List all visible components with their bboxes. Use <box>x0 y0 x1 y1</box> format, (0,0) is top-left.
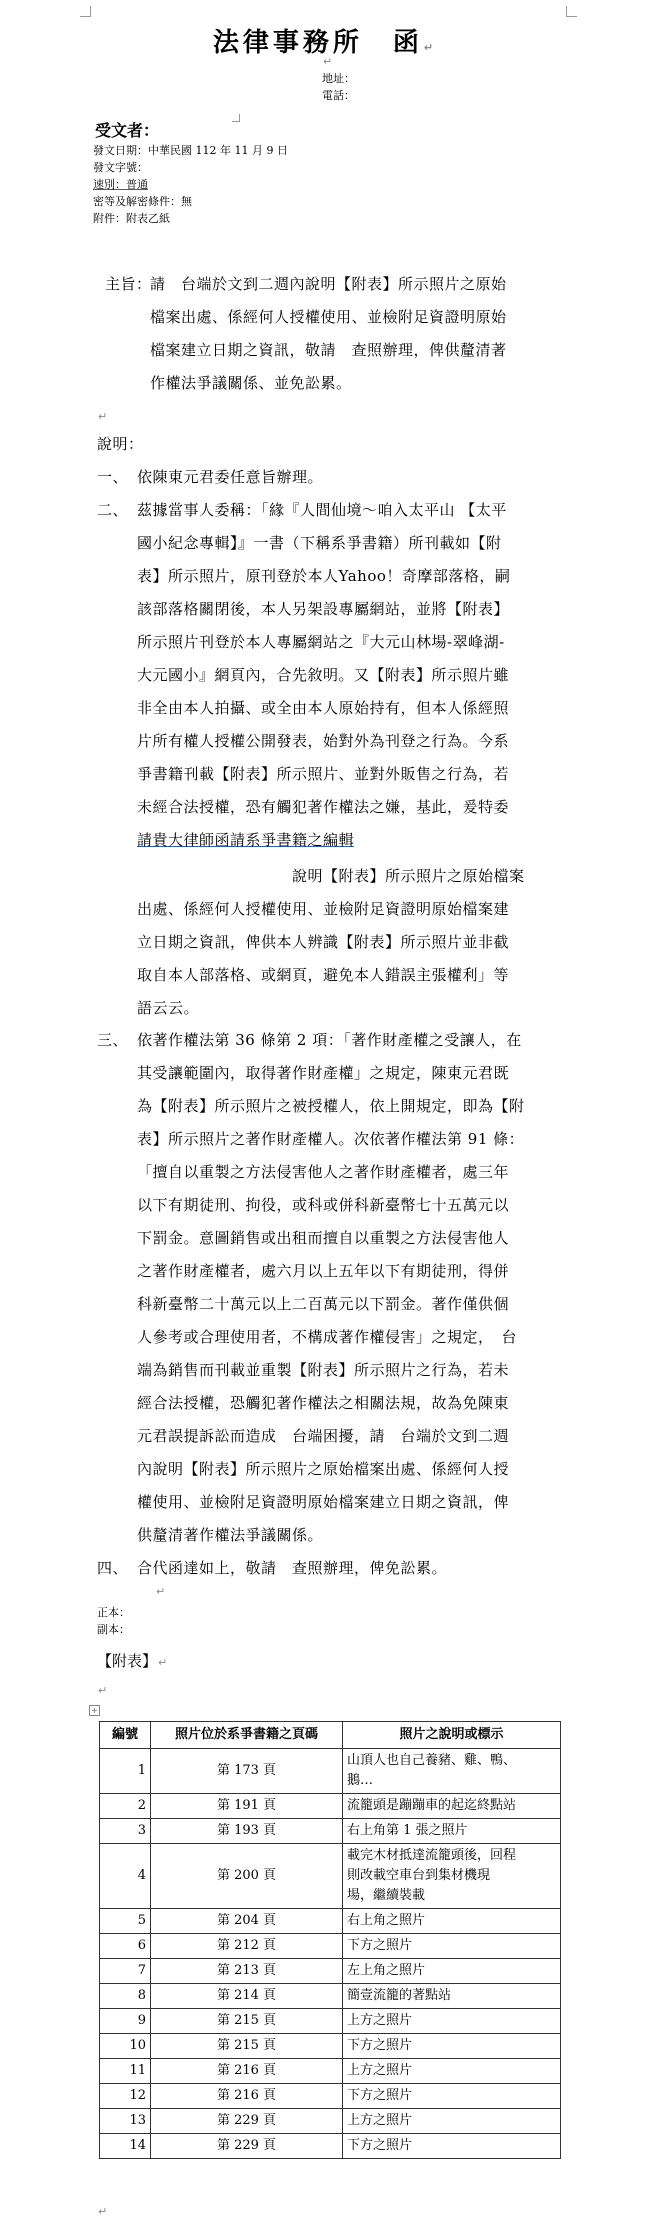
description-line: 右上角之照片 <box>347 1913 426 1928</box>
cell-description <box>343 1819 561 1844</box>
cell-description <box>343 2084 561 2109</box>
item-line: 非全由本人拍攝、或全由本人原始持有，但本人係經照 <box>137 699 510 717</box>
margin-mark-top-left <box>80 6 91 17</box>
item-line: 所示照片刊登於本人專屬網站之『大元山林場-翠峰湖- <box>137 633 505 651</box>
item-line: 元君誤提訴訟而造成 台端困擾，請 台端於文到二週 <box>137 1427 510 1445</box>
table-row <box>100 1909 561 1934</box>
copy-recipient-label: 副本： <box>97 1623 130 1636</box>
cell-number: 11 <box>100 2059 151 2084</box>
item-line: 經合法授權，恐觸犯著作權法之相關法規，故為免陳東 <box>137 1394 510 1412</box>
item-line: 端為銷售而刊載並重製【附表】所示照片之行為，若未 <box>137 1361 510 1379</box>
item-line: 爭書籍刊載【附表】所示照片、並對外販售之行為，若 <box>137 765 510 783</box>
cell-description <box>343 1909 561 1934</box>
item-line: 茲據當事人委稱：「緣『人間仙境～咱入太平山 【太平 <box>137 501 507 519</box>
header-number: 編號 <box>100 1722 151 1749</box>
paragraph-mark-icon: ↵ <box>158 1656 168 1669</box>
subject-line: 檔案建立日期之資訊，敬請 查照辦理，俾供釐清著 <box>150 341 507 359</box>
attachment-note: 附件：附表乙紙 <box>93 212 170 225</box>
cell-number: 2 <box>100 1794 151 1819</box>
document-number: 發文字號： <box>93 161 148 174</box>
cell-page: 第 214 頁 <box>151 1984 343 2009</box>
cell-number: 14 <box>100 2134 151 2159</box>
item-line: 片所有權人授權公開發表，始對外為刊登之行為。今系 <box>137 732 510 750</box>
cell-description <box>343 1959 561 1984</box>
cell-number: 9 <box>100 2009 151 2034</box>
description-line: 場，繼續裝載 <box>347 1888 426 1903</box>
cell-description <box>343 2134 561 2159</box>
table-row <box>100 1749 561 1794</box>
description-line: 則改載空車台到集材機現 <box>347 1868 491 1883</box>
item-line: 出處、係經何人授權使用、並檢附足資證明原始檔案建 <box>137 900 510 918</box>
description-line: 下方之照片 <box>347 2138 413 2153</box>
item-line: 依著作權法第 36 條第 2 項：「著作財產權之受讓人，在 <box>137 1031 522 1049</box>
table-row <box>100 1794 561 1819</box>
item-line: 請貴大律師函請系爭書籍之編輯 <box>137 831 355 849</box>
explain-item-2 <box>97 494 577 894</box>
item-text: 合代函達如上，敬請 查照辦理，俾免訟累。 <box>137 1559 448 1577</box>
table-row <box>100 2059 561 2084</box>
subject-line: 作權法爭議關係、並免訟累。 <box>150 374 352 392</box>
header-page: 照片位於系爭書籍之頁碼 <box>151 1722 343 1749</box>
description-line: 簡壹流籠的著點站 <box>347 1988 452 2003</box>
cell-description <box>343 2059 561 2084</box>
description-line: 上方之照片 <box>347 2013 413 2028</box>
item-line: 之著作財產權者，處六月以上五年以下有期徒刑，得併 <box>137 1262 510 1280</box>
address-label: 地址： <box>322 72 355 85</box>
secret-level: 密等及解密條件：無 <box>93 195 192 208</box>
item-line: 內說明【附表】所示照片之原始檔案出處、係經何人授 <box>137 1460 510 1478</box>
cell-page: 第 212 頁 <box>151 1934 343 1959</box>
description-line: 上方之照片 <box>347 2063 413 2078</box>
column-mark <box>232 114 240 122</box>
item-line: 為【附表】所示照片之被授權人，依上開規定，即為【附 <box>137 1097 525 1115</box>
attachment-table <box>99 1721 561 2159</box>
item-number: 二、 <box>97 501 129 519</box>
table-row <box>100 1844 561 1909</box>
header-description: 照片之說明或標示 <box>343 1722 561 1749</box>
table-row <box>100 2034 561 2059</box>
subject-line: 請 台端於文到二週內說明【附表】所示照片之原始 <box>150 275 507 293</box>
description-line: 鵝… <box>347 1773 374 1788</box>
item-line: 表】所示照片，原刊登於本人Yahoo！奇摩部落格，嗣 <box>137 567 511 585</box>
item-text: 依陳東元君委任意旨辦理。 <box>137 468 324 486</box>
recipient-label: 受文者： <box>95 121 160 140</box>
item-line: 表】所示照片之著作財產權人。次依著作權法第 91 條： <box>137 1130 525 1148</box>
description-line: 下方之照片 <box>347 2038 413 2053</box>
paragraph-mark-icon: ↵ <box>98 2205 108 2218</box>
main-recipient-label: 正本： <box>97 1606 130 1619</box>
item-number: 三、 <box>97 1031 129 1049</box>
cell-description <box>343 2034 561 2059</box>
cell-description <box>343 2109 561 2134</box>
address-block <box>322 70 355 104</box>
cell-number: 7 <box>100 1959 151 1984</box>
speed-class: 速別：普通 <box>93 178 148 191</box>
table-row <box>100 1959 561 1984</box>
cell-number: 13 <box>100 2109 151 2134</box>
cell-number: 6 <box>100 1934 151 1959</box>
item-text <box>137 494 577 857</box>
item-line: 大元國小』網頁內，合先敘明。又【附表】所示照片雖 <box>137 666 510 684</box>
table-row <box>100 2134 561 2159</box>
table-row <box>100 2009 561 2034</box>
description-line: 左上角之照片 <box>347 1963 426 1978</box>
cell-number: 5 <box>100 1909 151 1934</box>
cell-number: 3 <box>100 1819 151 1844</box>
cell-page: 第 213 頁 <box>151 1959 343 1984</box>
letter-title: 法律事務所 函↵ <box>212 28 438 58</box>
cell-number: 10 <box>100 2034 151 2059</box>
explain-label: 說明： <box>97 435 144 453</box>
paragraph-mark-icon: ↵ <box>323 55 333 68</box>
cell-description <box>343 1749 561 1794</box>
table-header-row <box>100 1722 561 1749</box>
subject-line: 檔案出處、係經何人授權使用、並檢附足資證明原始 <box>150 308 507 326</box>
cell-description <box>343 1794 561 1819</box>
cell-number: 8 <box>100 1984 151 2009</box>
cell-number: 1 <box>100 1749 151 1794</box>
item-line: 「擅自以重製之方法侵害他人之著作財產權者，處三年 <box>137 1163 510 1181</box>
attachment-title: 【附表】↵ <box>97 1652 168 1670</box>
item-line: 下罰金。意圖銷售或出租而擅自以重製之方法侵害他人 <box>137 1229 510 1247</box>
phone-label: 電話： <box>322 89 355 102</box>
table-move-handle-icon[interactable]: + <box>89 1705 100 1716</box>
cell-page: 第 229 頁 <box>151 2109 343 2134</box>
cell-page: 第 216 頁 <box>151 2059 343 2084</box>
cc-block <box>97 1604 130 1638</box>
description-line: 載完木材抵達流籠頭後，回程 <box>347 1848 517 1863</box>
description-line: 右上角第 1 張之照片 <box>347 1823 468 1838</box>
cell-number: 12 <box>100 2084 151 2109</box>
description-line: 下方之照片 <box>347 1938 413 1953</box>
item-line: 國小紀念專輯】』一書（下稱系爭書籍）所刊載如【附 <box>137 534 502 552</box>
item-number: 四、 <box>97 1559 129 1577</box>
explain-item-2-continued <box>137 860 577 1025</box>
paragraph-mark-icon: ↵ <box>423 41 438 54</box>
cell-number: 4 <box>100 1844 151 1909</box>
explain-item-3 <box>97 1024 577 1554</box>
cell-page: 第 191 頁 <box>151 1794 343 1819</box>
cell-description <box>343 2009 561 2034</box>
item-line: 該部落格關閉後，本人另架設專屬網站，並將【附表】 <box>137 600 510 618</box>
item-line: 說明【附表】所示照片之原始檔案 <box>292 867 525 885</box>
item-line: 人參考或合理使用者，不構成著作權侵害」之規定， 台 <box>137 1328 518 1346</box>
cell-description <box>343 1984 561 2009</box>
paragraph-mark-icon: ↵ <box>156 1585 166 1598</box>
item-line: 立日期之資訊，俾供本人辨識【附表】所示照片並非截 <box>137 933 510 951</box>
item-line: 以下有期徒刑、拘役，或科或併科新臺幣七十五萬元以 <box>137 1196 510 1214</box>
cell-page: 第 173 頁 <box>151 1749 343 1794</box>
paragraph-mark-icon: ↵ <box>98 1684 108 1697</box>
margin-mark-top-right <box>566 6 577 17</box>
table-row <box>100 1934 561 1959</box>
cell-page: 第 215 頁 <box>151 2034 343 2059</box>
cell-description <box>343 1844 561 1909</box>
item-text <box>137 1024 577 1552</box>
table-row <box>100 2084 561 2109</box>
table-row <box>100 1984 561 2009</box>
document-meta <box>93 142 288 227</box>
item-line: 取自本人部落格、或網頁，避免本人錯誤主張權利」等 <box>137 966 510 984</box>
table-row <box>100 2109 561 2134</box>
cell-page: 第 229 頁 <box>151 2134 343 2159</box>
cell-description <box>343 1934 561 1959</box>
item-line: 權使用、並檢附足資證明原始檔案建立日期之資訊，俾 <box>137 1493 510 1511</box>
item-line: 語云云。 <box>137 999 200 1017</box>
cell-page: 第 215 頁 <box>151 2009 343 2034</box>
cell-page: 第 216 頁 <box>151 2084 343 2109</box>
item-line: 供釐清著作權法爭議關係。 <box>137 1526 324 1544</box>
item-line: 其受讓範圍內，取得著作財產權」之規定，陳東元君既 <box>137 1064 510 1082</box>
cell-page: 第 193 頁 <box>151 1819 343 1844</box>
item-number: 一、 <box>97 468 129 486</box>
cell-page: 第 204 頁 <box>151 1909 343 1934</box>
item-line: 未經合法授權，恐有觸犯著作權法之嫌，基此，爰特委 <box>137 798 510 816</box>
description-line: 流籠頭是蹦蹦車的起迄終點站 <box>347 1798 517 1813</box>
description-line: 山頂人也自己養豬、雞、鴨、 <box>347 1753 517 1768</box>
paragraph-mark-icon: ↵ <box>98 410 108 423</box>
description-line: 上方之照片 <box>347 2113 413 2128</box>
cell-page: 第 200 頁 <box>151 1844 343 1909</box>
description-line: 下方之照片 <box>347 2088 413 2103</box>
subject-body <box>150 268 575 400</box>
item-line: 科新臺幣二十萬元以上二百萬元以下罰金。著作僅供個 <box>137 1295 510 1313</box>
table-row <box>100 1819 561 1844</box>
send-date: 發文日期：中華民國 112 年 11 月 9 日 <box>93 144 288 157</box>
subject-label: 主旨： <box>105 275 152 293</box>
